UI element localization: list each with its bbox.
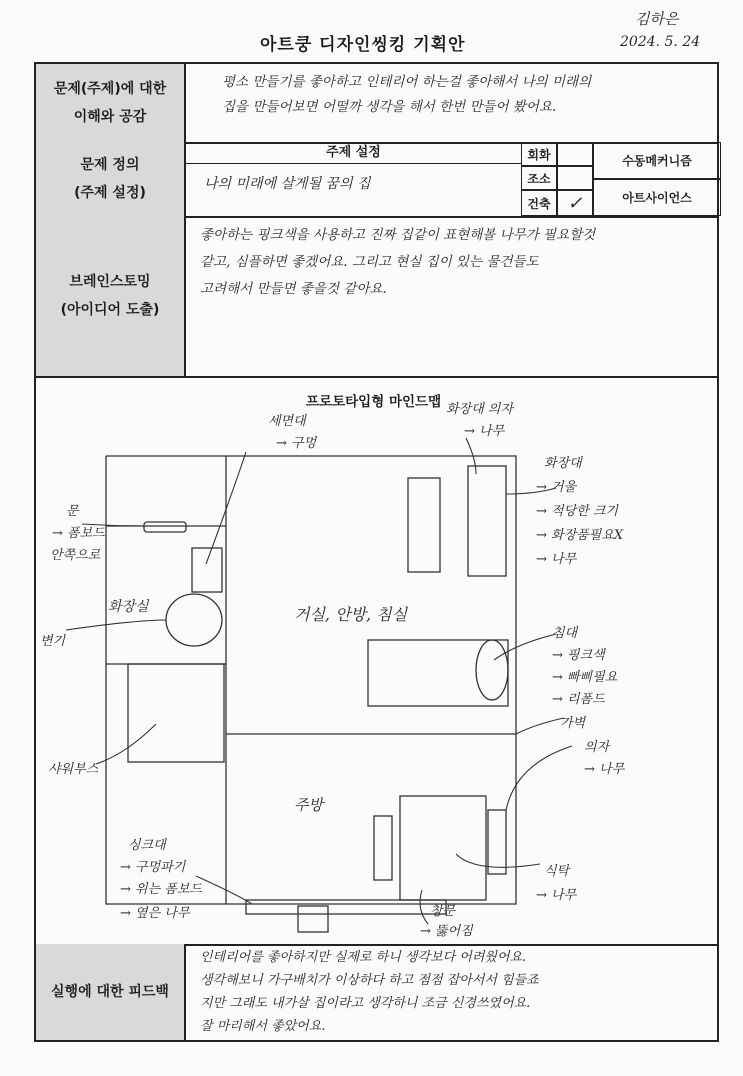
- feedback-text-line: 지만 그래도 내가살 집이라고 생각하니 조금 신경쓰였어요.: [200, 996, 531, 1011]
- door-shape: [144, 522, 186, 532]
- brainstorm-text-line: 고려해서 만들면 좋을것 같아요.: [200, 281, 387, 297]
- chair-shape: [374, 816, 392, 880]
- label-toilet: 변기: [40, 634, 66, 649]
- brainstorm-label-line: (아이디어 도출): [60, 302, 160, 318]
- label-chair-detail: → 나무: [584, 762, 625, 777]
- label-living-room: 거실, 안방, 침실: [294, 605, 408, 624]
- option-mechanism: 수동메커니즘: [593, 142, 721, 179]
- empathy-label-line: 이해와 공감: [73, 109, 147, 125]
- leader-line: [456, 854, 540, 867]
- label-vanity-chair-detail: → 나무: [464, 424, 505, 439]
- floor-plan-sketch: [36, 64, 721, 1044]
- category-painting: 회화: [521, 142, 557, 166]
- date: 2024. 5. 24: [620, 34, 701, 50]
- label-counter-detail: → 구멍파기: [120, 860, 186, 875]
- bed-shape: [368, 640, 508, 706]
- label-counter-detail: → 위는 폼보드: [120, 882, 202, 897]
- author-name: 김하은: [635, 10, 679, 28]
- empathy-label-line: 문제(주제)에 대한: [53, 81, 167, 97]
- feedback-label-line: 실행에 대한 피드백: [51, 984, 169, 1000]
- label-partition: 가벽: [560, 716, 586, 731]
- label-kitchen: 주방: [294, 796, 323, 814]
- option-art-science: 아트사이언스: [593, 179, 721, 216]
- sink-shape: [192, 548, 222, 592]
- counter-shape: [246, 900, 446, 914]
- worksheet-table: [34, 62, 719, 1042]
- brainstorm-text-line: 좋아하는 핑크색을 사용하고 진짜 집같이 표현해볼 나무가 필요할것: [200, 227, 596, 243]
- label-sink-detail: → 구멍: [276, 436, 317, 451]
- shower-shape: [128, 664, 224, 762]
- label-sink: 세면대: [268, 414, 306, 429]
- empathy-text-line: 집을 만들어보면 어떨까 생각을 해서 한번 만들어 봤어요.: [222, 99, 557, 115]
- leader-line: [516, 718, 564, 734]
- label-vanity-chair: 화장대 의자: [446, 402, 513, 417]
- label-shower: 샤워부스: [48, 762, 99, 777]
- label-chair: 의자: [584, 740, 610, 755]
- label-bed-detail: → 빠삐필요: [552, 670, 618, 685]
- label-vanity: 화장대: [544, 456, 582, 471]
- label-bed: 침대: [552, 626, 578, 641]
- counter-sink-shape: [298, 906, 328, 932]
- feedback-text-line: 인테리어를 좋아하지만 실제로 하니 생각보다 어려웠어요.: [200, 950, 527, 965]
- label-door-detail: 안쪽으로: [50, 548, 101, 563]
- document-title: 아트쿵 디자인씽킹 기획안: [260, 35, 466, 55]
- empathy-text-line: 평소 만들기를 좋아하고 인테리어 하는걸 좋아해서 나의 미래의: [222, 74, 592, 90]
- label-table: 식탁: [544, 864, 570, 879]
- feedback-label: [36, 944, 186, 1040]
- feedback-text-line: 잘 마리해서 좋았어요.: [200, 1019, 326, 1034]
- label-window: 창문: [430, 904, 456, 919]
- label-vanity-detail: → 나무: [536, 552, 577, 567]
- feedback-text: [200, 946, 539, 1038]
- leader-line: [420, 890, 428, 924]
- vanity-shape: [408, 478, 440, 572]
- label-door: 문: [66, 504, 79, 519]
- label-bed-detail: → 리폼드: [552, 692, 605, 707]
- brainstorm-label-line: 브레인스토밍: [69, 274, 151, 290]
- topic-header: 주제 설정: [186, 142, 521, 164]
- leader-line: [66, 620, 166, 630]
- feedback-text-line: 생각해보니 가구배치가 이상하다 하고 점점 잡아서서 힘들죠: [200, 973, 539, 988]
- outer-wall: [106, 456, 516, 904]
- leader-line: [494, 634, 556, 660]
- label-window-detail: → 뚫어짐: [420, 924, 473, 939]
- checked-mark: ✓: [557, 190, 593, 216]
- table-shape: [400, 796, 486, 900]
- label-door-detail: → 폼보드: [52, 526, 105, 541]
- leader-line: [196, 876, 252, 904]
- leader-line: [96, 724, 156, 764]
- category-sculpture: 조소: [521, 166, 557, 190]
- mindmap-title: 프로토타입형 마인드맵: [306, 394, 442, 410]
- vanity-chair-shape: [468, 466, 506, 576]
- label-counter-detail: → 옆은 나무: [120, 906, 190, 921]
- toilet-shape: [166, 594, 222, 646]
- label-vanity-detail: → 거울: [536, 480, 577, 495]
- label-bed-detail: → 핑크색: [552, 648, 605, 663]
- definition-label-line: (주제 설정): [74, 185, 146, 201]
- label-table-detail: → 나무: [536, 888, 577, 903]
- topic-text: 나의 미래에 살게될 꿈의 집: [204, 176, 371, 192]
- label-counter: 싱크대: [128, 838, 166, 853]
- chair-shape: [488, 810, 506, 874]
- definition-label-line: 문제 정의: [80, 157, 140, 173]
- label-vanity-detail: → 적당한 크기: [536, 504, 618, 519]
- category-architecture: 건축: [521, 190, 557, 216]
- label-vanity-detail: → 화장품필요X: [536, 528, 624, 543]
- label-bathroom: 화장실: [108, 599, 149, 615]
- pillow-shape: [476, 640, 508, 700]
- brainstorm-text-line: 같고, 심플하면 좋겠어요. 그리고 현실 집이 있는 물건들도: [200, 254, 539, 270]
